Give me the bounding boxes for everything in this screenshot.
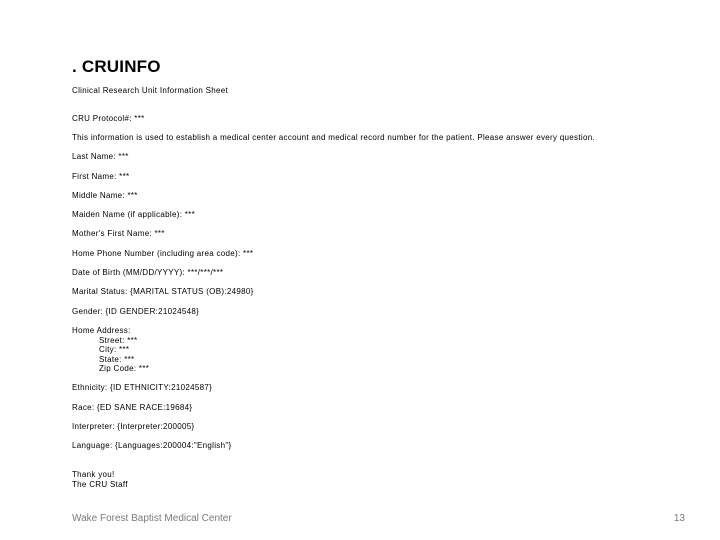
protocol-field: CRU Protocol#: *** — [72, 114, 145, 123]
maiden-name-field: Maiden Name (if applicable): *** — [72, 210, 195, 219]
last-name-field: Last Name: *** — [72, 152, 129, 161]
middle-name-field: Middle Name: *** — [72, 191, 138, 200]
language-field: Language: {Languages:200004:"English"} — [72, 441, 232, 450]
gender-field: Gender: {ID GENDER:21024548} — [72, 307, 200, 316]
home-address-label: Home Address: — [72, 326, 131, 335]
page-title: . CRUINFO — [72, 57, 161, 76]
mothers-first-name-field: Mother's First Name: *** — [72, 229, 165, 238]
state-field: State: *** — [99, 355, 135, 364]
page-number: 13 — [673, 513, 685, 524]
interpreter-field: Interpreter: {Interpreter:200005} — [72, 422, 195, 431]
first-name-field: First Name: *** — [72, 172, 130, 181]
subtitle: Clinical Research Unit Information Sheet — [72, 86, 229, 95]
race-field: Race: {ED SANE RACE:19684} — [72, 403, 193, 412]
zip-field: Zip Code: *** — [99, 364, 150, 373]
intro-text: This information is used to establish a medical center account and medical record number for the patient. Please answer every question. — [72, 133, 595, 142]
city-field: City: *** — [99, 345, 130, 354]
footer-organization: Wake Forest Baptist Medical Center — [72, 513, 232, 524]
dob-field: Date of Birth (MM/DD/YYYY): ***/***/*** — [72, 268, 224, 277]
home-phone-field: Home Phone Number (including area code): *** — [72, 249, 254, 258]
signoff-text: The CRU Staff — [72, 480, 128, 489]
street-field: Street: *** — [99, 336, 138, 345]
marital-status-field: Marital Status: {MARITAL STATUS (OB):24980} — [72, 287, 254, 296]
thanks-text: Thank you! — [72, 470, 115, 479]
ethnicity-field: Ethnicity: {ID ETHNICITY:21024587} — [72, 383, 213, 392]
